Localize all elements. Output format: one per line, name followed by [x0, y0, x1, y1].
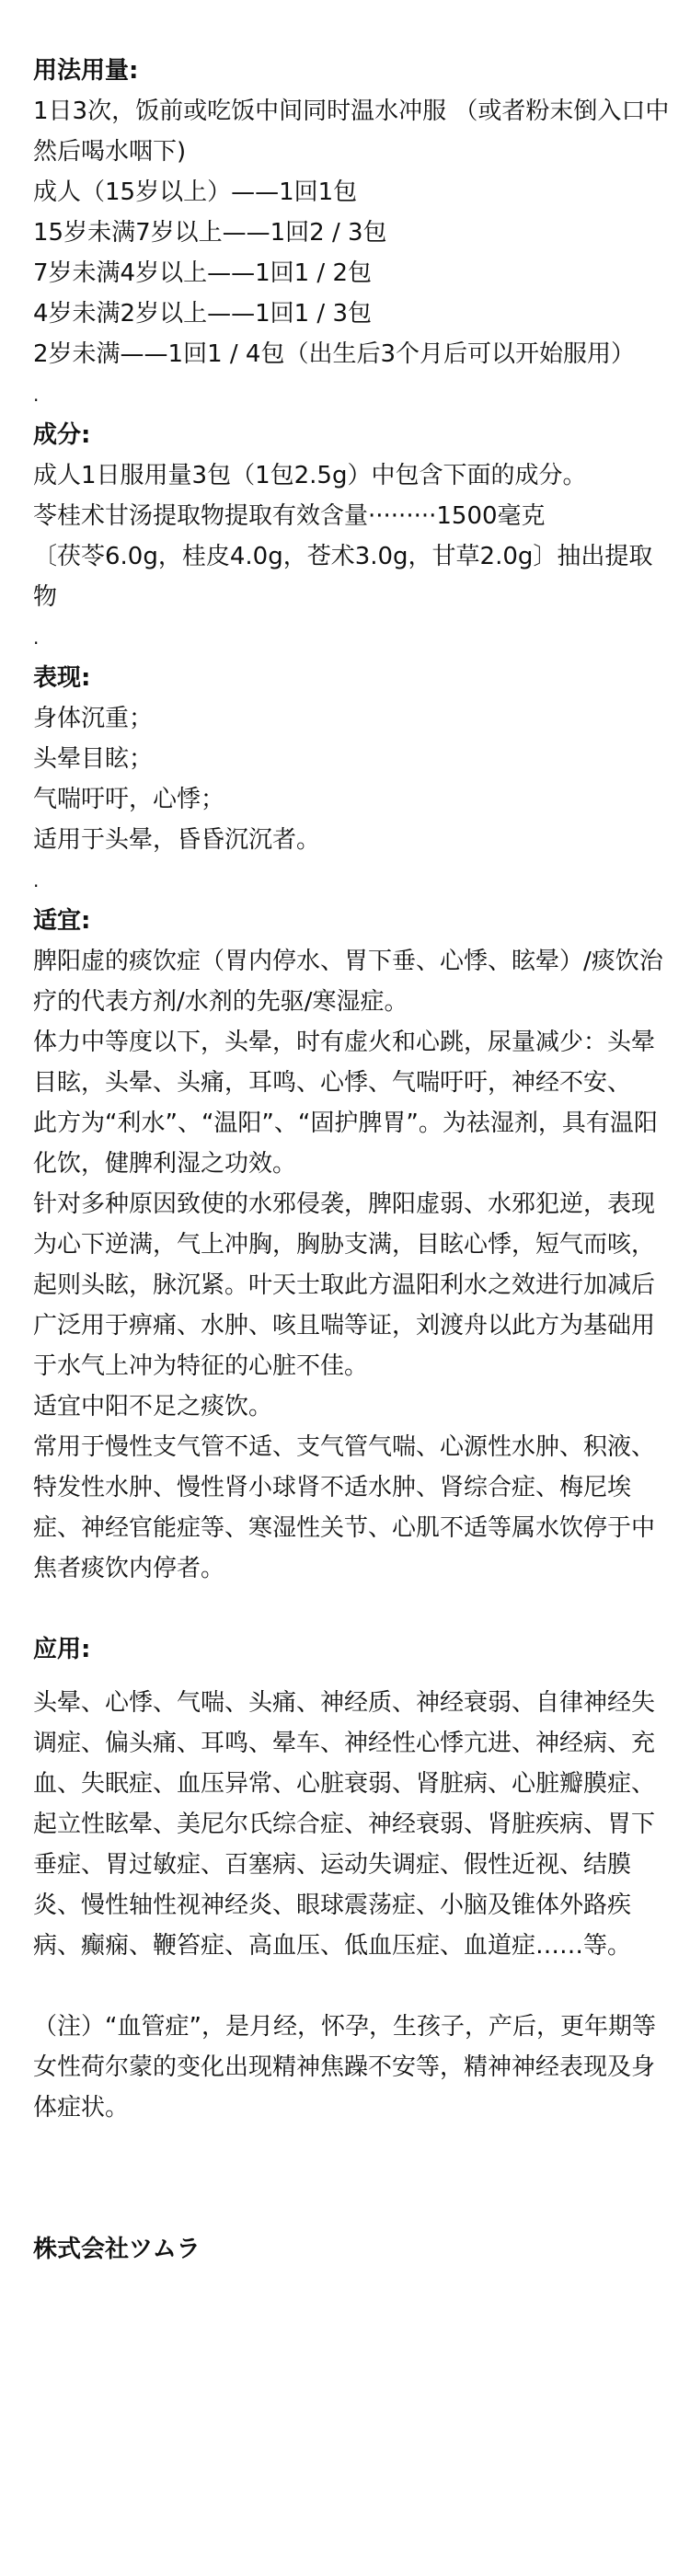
symptoms-heading: 表现: — [33, 664, 91, 692]
separator-dot: . — [33, 627, 40, 649]
suitable-heading: 适宜: — [33, 907, 91, 935]
suitable-paragraph: 适宜中阳不足之痰饮。 — [33, 1393, 273, 1420]
usage-line: 1日3次，饭前或吃饭中间同时温水冲服 （或者粉末倒入口中然后喝水咽下) — [33, 98, 670, 166]
separator-dot: . — [33, 384, 40, 406]
suitable-paragraph: 针对多种原因致使的水邪侵袭，脾阳虚弱、水邪犯逆，表现为心下逆满，气上冲胸，胸胁支满，目眩心悸，短气而咳，起则头眩，脉沉紧。叶天士取此方温阳利水之效进行加减后广泛用于痹痛、水肿、咳且喘等证，刘渡舟以此方为基础用于水气上冲为特征的心脏不佳。 — [33, 1190, 656, 1380]
ingredients-heading: 成分: — [33, 421, 91, 449]
usage-line: 成人（15岁以上）——1回1包 — [33, 178, 358, 206]
symptoms-line: 气喘吁吁，心悸； — [33, 786, 225, 813]
usage-line: 4岁未满2岁以上——1回1 / 3包 — [33, 300, 372, 328]
spacer — [33, 2209, 670, 2229]
suitable-paragraph: 体力中等度以下，头晕，时有虚火和心跳，尿量减少：头晕目眩，头晕、头痛，耳鸣、心悸、气喘吁吁，神经不安、 — [33, 1029, 656, 1097]
spacer — [33, 1670, 670, 1683]
separator-dot: . — [33, 869, 40, 891]
symptoms-line: 头晕目眩； — [33, 745, 154, 773]
company-name: 株式会社ツムラ — [33, 2236, 201, 2263]
application-heading: 应用: — [33, 1636, 91, 1663]
note-paragraph: （注）“血管症”，是月经，怀孕，生孩子，产后，更年期等女性荷尔蒙的变化出现精神焦躁不安等，精神神经表现及身体症状。 — [33, 2013, 656, 2122]
symptoms-line: 身体沉重； — [33, 705, 154, 732]
suitable-paragraph: 常用于慢性支气管不适、支气管气喘、心源性水肿、积液、特发性水肿、慢性肾小球肾不适水肿、肾综合症、梅尼埃症、神经官能症等、寒湿性关节、心肌不适等属水饮停于中焦者痰饮内停者。 — [33, 1433, 656, 1582]
application-paragraph: 头晕、心悸、气喘、头痛、神经质、神经衰弱、自律神经失调症、偏头痛、耳鸣、晕车、神经性心悸亢进、神经病、充血、失眠症、血压异常、心脏衰弱、肾脏病、心脏瓣膜症、起立性眩晕、美尼尔氏综合症、神经衰弱、肾脏疾病、胃下垂症、胃过敏症、百塞病、运动失调症、假性近视、结膜炎、慢性轴性视神经炎、眼球震荡症、小脑及锥体外路疾病、癫痫、鞭笞症、高血压、低血压症、血道症……等。 — [33, 1689, 656, 1960]
suitable-paragraph: 脾阳虚的痰饮症（胃内停水、胃下垂、心悸、眩晕）/痰饮治疗的代表方剂/水剂的先驱/寒湿症。 — [33, 948, 663, 1016]
ingredients-line: 〔茯苓6.0g，桂皮4.0g，苍术3.0g，甘草2.0g〕抽出提取物 — [33, 543, 653, 611]
ingredients-line: 成人1日服用量3包（1包2.5g）中包含下面的成分。 — [33, 462, 587, 489]
spacer — [33, 2128, 670, 2209]
symptoms-line: 适用于头晕，昏昏沉沉者。 — [33, 826, 321, 854]
usage-line: 7岁未满4岁以上——1回1 / 2包 — [33, 259, 372, 287]
spacer — [33, 1589, 670, 1629]
usage-heading: 用法用量: — [33, 57, 139, 85]
ingredients-line: 苓桂术甘汤提取物提取有效含量·········1500毫克 — [33, 502, 546, 530]
usage-line: 15岁未满7岁以上——1回2 / 3包 — [33, 219, 387, 247]
usage-line: 2岁未满——1回1 / 4包（出生后3个月后可以开始服用） — [33, 340, 635, 368]
suitable-paragraph: 此方为“利水”、“温阳”、“固护脾胃”。为祛湿剂，具有温阳化饮，健脾利湿之功效。 — [33, 1110, 658, 1178]
spacer — [33, 1966, 670, 2007]
